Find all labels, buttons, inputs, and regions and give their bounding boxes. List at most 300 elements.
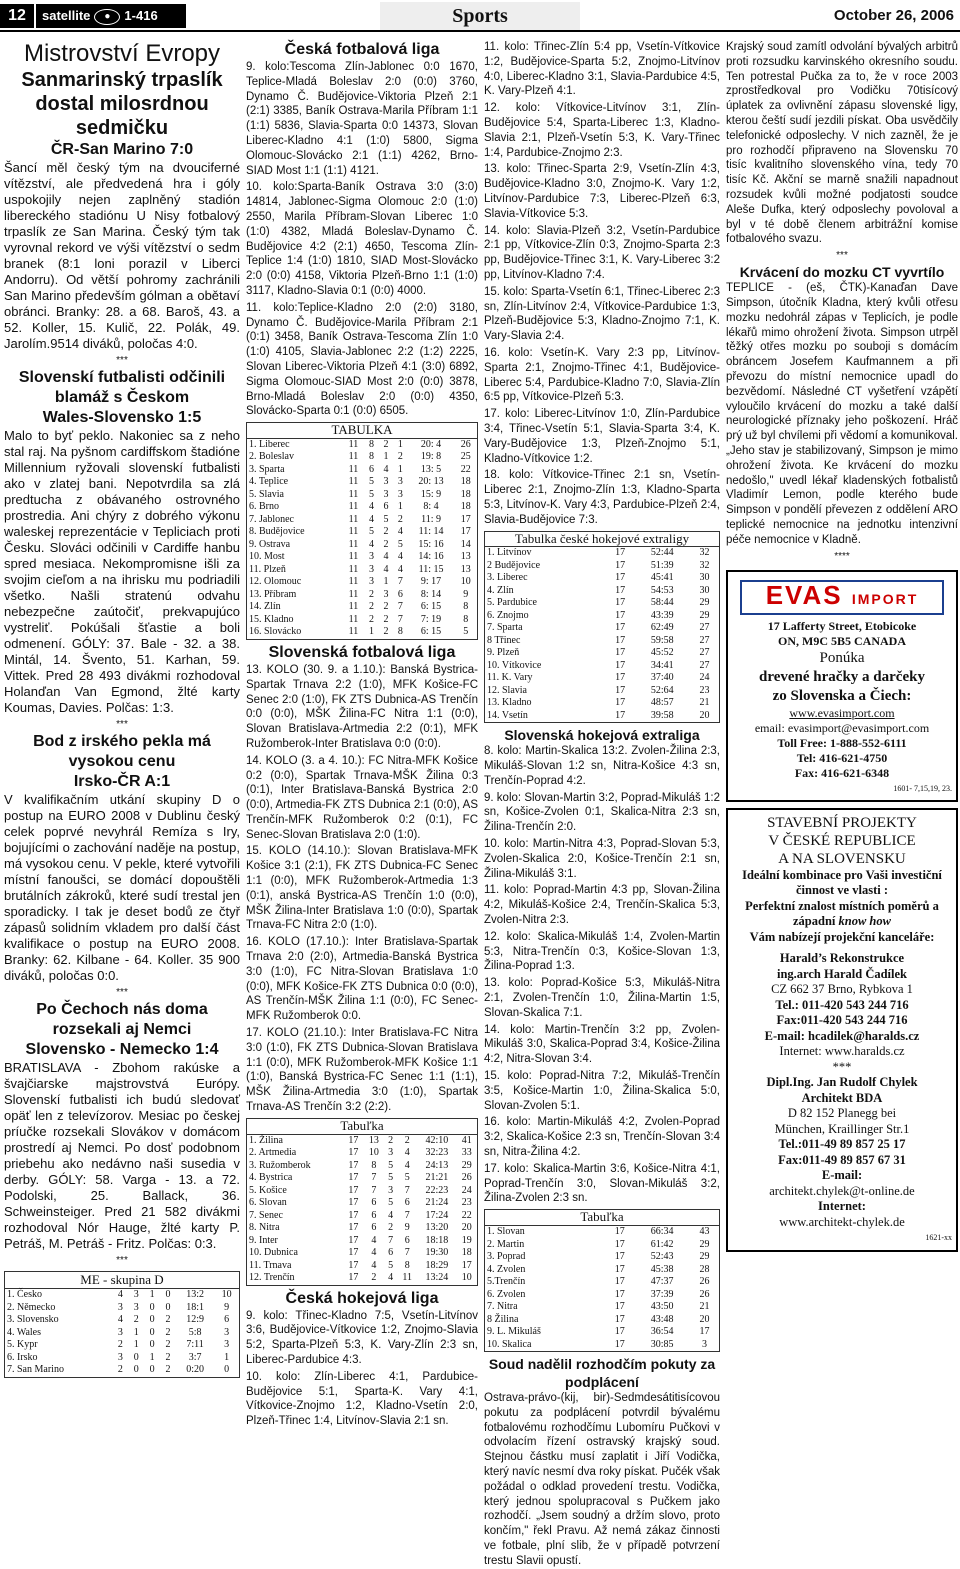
article-headline: Po Čechoch nás doma rozsekali aj Nemci [36, 1001, 208, 1038]
team-name: 13. Kladno [487, 697, 532, 709]
table-cell: 8 [369, 438, 375, 450]
table-cell: 10 [368, 1147, 379, 1159]
table-row [247, 1222, 477, 1235]
table-cell: 17 [615, 672, 626, 684]
standings-table-me [4, 1271, 240, 1378]
table-cell: 7 [397, 576, 403, 588]
table-cell: 17 [348, 1247, 359, 1259]
table-cell: 2 [371, 1272, 377, 1284]
results-text: 11. kolo: Poprad-Martin 4:3 pp, Slovan-Žilina 4:2, Mikuláš-Košice 2:4, Trenčín-Skalica 5:3, Zvolen-Nitra 2:3. [484, 884, 720, 927]
team-name: 14. Zlín [249, 601, 281, 613]
firm-web-label: Internet: [818, 1199, 866, 1213]
ad-address: 17 Lafferty Street, Etobicoke [767, 618, 917, 633]
table-cell: 51:39 [650, 559, 674, 571]
table-row [247, 601, 477, 614]
column-3 [484, 40, 720, 1567]
page-header [0, 0, 960, 32]
article-body: Šancí měl český tým na dvouciferné vítězství, ale předvedená hra i góly uspokojily nejen zaplněný stadión libereckého stadiónu U Nisy fotbalový trpaslík ze San Marina. Český tým tak vyrovnal rekord ve výši vítězství o sedm branek (8:1 loni porazil v Liberci Andorru). Od větší pohromy zachránili San Marino především gólman a obětaví obránci. Branky: 28. a 68. Baroš, 43. a 52. Koller, 15. Kulič, 22. Polák, 49. Jarolím.9514 diváků, poločas 4:0. [4, 160, 240, 351]
ad-offer-2: drevené hračky a darčeky [759, 668, 925, 685]
table-cell: 6 [397, 588, 403, 600]
table-row [485, 647, 719, 660]
table-cell: 5 [383, 513, 389, 525]
table-row [247, 1210, 477, 1223]
table-cell: 29 [699, 1238, 710, 1250]
results-text: 15. kolo: Poprad-Nitra 7:2, Mikuláš-Trenčín 3:5, Košice-Martin 1:0, Žilina-Skalica 5:0, Slovan-Zvolen 5:1. [484, 1070, 720, 1112]
table-cell: 11 [348, 463, 359, 475]
team-name: 6. Irsko [7, 1351, 38, 1363]
table-cell: 13:20 [425, 1222, 449, 1234]
table-row [485, 585, 719, 598]
table-cell: 7:11 [186, 1339, 204, 1350]
table-row [485, 1226, 719, 1239]
table-cell: 3 [701, 1338, 707, 1350]
results-text: 12. kolo: Skalica-Mikuláš 1:4, Zvolen-Martin 5:3, Nitra-Trenčín 0:3, Košice-Slovan 1:3, Žilina-Poprad 1:3. [484, 930, 720, 973]
table-cell: 11 [348, 626, 359, 638]
table-cell: 43:39 [650, 609, 674, 621]
table-cell: 13 [460, 551, 471, 563]
table-cell: 17 [699, 1326, 710, 1337]
page-number: 12 [0, 4, 34, 28]
table-cell: 54:53 [650, 584, 674, 596]
results-text: 12. kolo: Vítkovice-Litvínov 3:1, Zlín-Budějovice 5:4, Sparta-Liberec 1:3, Kladno-Slavia 2:1, Plzeň-Vsetín 5:3, K. Vary-Třinec 1:4, Pardubice-Znojmo 2:3. [484, 102, 720, 159]
table-cell: 21:24 [425, 1197, 449, 1209]
evas-logo [740, 580, 944, 615]
table-cell: 28 [699, 1263, 710, 1275]
table-cell: 3 [224, 1339, 230, 1350]
section-headline: Česká hokejová liga [285, 1289, 439, 1307]
table-cell: 17 [615, 647, 626, 659]
table-cell: 1 [149, 1289, 155, 1300]
table-cell: 4 [117, 1289, 123, 1300]
table-cell: 29 [699, 609, 710, 621]
table-row [485, 1276, 719, 1289]
ad-address-2: ON, M9C 5B5 CANADA [778, 633, 906, 648]
table-cell: 17 [615, 709, 626, 721]
column-2 [246, 40, 478, 1428]
table-cell: 24 [461, 1184, 472, 1196]
results-text: 9. kolo:Tescoma Zlín-Jablonec 0:0 1670, Teplice-Mladá Boleslav 2:0 (0:0) 3760, Dynamo Č. Budějovice-Viktoria Plzeň 2:1 (2:1) 3385, Baník Ostrava-Marila Příbram 1:1 (1:1) 5836, Slavia-Sparta 0:0 14373, Slovan Liberec-Kladno 4:1 (1:0) 5800, Sigma Olomouc-Slovácko 2:1 (1:1) 4262, Brno-SIAD Most 1:1 (1:1) 4121. [246, 61, 478, 177]
table-cell: 1 [397, 438, 403, 450]
table-cell: 9: 17 [420, 576, 442, 588]
table-cell: 24 [699, 672, 710, 684]
table-cell: 1 [149, 1351, 155, 1363]
table-cell: 2 [165, 1339, 171, 1350]
results-text: 14. kolo: Martin-Trenčín 3:2 pp, Zvolen-Mikuláš 3:0, Skalica-Poprad 3:4, Košice-Žilina 4:2, Nitra-Slovan 3:4. [484, 1023, 720, 1066]
separator: *** [116, 987, 128, 998]
table-cell: 8 [397, 626, 403, 638]
separator: *** [832, 1059, 852, 1074]
table-cell: 27 [699, 634, 710, 646]
results-text: 15. KOLO (14.10.): Slovan Bratislava-MFK Košice 3:1 (2:1), FK ZTS Dubnica-FC Senec 1:1 (0:0), MFK Ružomberok-Artmedia 1:3 (0:1), anská Bystrica-AS Trenčín 1:0 (0:0), MŠK Žilina-Inter Bratislava 1:0 (0:0), Spartak Trnava-FC Nitra 2:0 (1:0). [246, 845, 478, 932]
team-name: 8. Budějovice [249, 526, 305, 538]
table-cell: 2 [388, 1222, 394, 1234]
table-cell: 20: 4 [420, 438, 442, 450]
table-cell: 26 [699, 1288, 710, 1300]
table-cell: 4 [383, 551, 389, 563]
table-cell: 1 [369, 626, 375, 638]
table-cell: 17 [615, 622, 626, 634]
table-cell: 13:24 [425, 1272, 449, 1284]
table-cell: 12:9 [186, 1314, 204, 1325]
team-name: 9. Inter [249, 1234, 278, 1246]
team-name: 10. Most [249, 551, 285, 563]
team-name: 12. Trenčín [249, 1272, 295, 1284]
firm-person-1: ing.arch Harald Čadílek [777, 966, 907, 981]
table-cell: 26 [699, 1276, 710, 1287]
table-cell: 17 [615, 697, 626, 709]
satellite-label [36, 4, 186, 28]
table-cell: 17 [348, 1159, 359, 1171]
table-cell: 17 [615, 659, 626, 671]
table-cell: 43 [699, 1226, 710, 1237]
table-row [485, 1301, 719, 1314]
table-cell: 0 [165, 1301, 171, 1313]
table-cell: 17 [348, 1234, 359, 1246]
table-cell: 4 [371, 1247, 377, 1259]
team-name: 1. Slovan [487, 1226, 525, 1237]
table-cell: 0 [149, 1326, 155, 1338]
firm-fax-2: Fax:011-49 89 857 67 31 [778, 1152, 906, 1167]
table-cell: 17 [615, 634, 626, 646]
table-cell: 1 [133, 1326, 139, 1338]
standings-table-cz-football [246, 422, 478, 640]
table-cell: 17 [615, 609, 626, 621]
table-cell: 3 [117, 1326, 123, 1338]
table-cell: 1 [383, 451, 389, 463]
issue-number: 1-416 [124, 8, 158, 23]
table-cell: 9 [224, 1301, 230, 1313]
table-cell: 7 [371, 1172, 377, 1184]
table-cell: 18 [460, 476, 471, 488]
table-cell: 2 [117, 1339, 123, 1350]
table-cell: 11 [348, 551, 359, 563]
team-name: 3. Sparta [249, 463, 285, 475]
table-cell: 43:48 [650, 1313, 674, 1325]
team-name: 6. Znojmo [487, 609, 529, 621]
table-cell: 17 [348, 1184, 359, 1196]
table-cell: 14: 16 [418, 551, 444, 563]
ad-code: 1601- 7,15,19, 23. [893, 783, 952, 793]
team-name: 11. Plzeň [249, 563, 286, 575]
team-name: 7. Jablonec [249, 513, 294, 525]
table-cell: 17 [348, 1272, 359, 1284]
table-cell: 0 [133, 1351, 139, 1363]
table-cell: 14 [460, 538, 471, 550]
table-row [247, 1272, 477, 1285]
table-cell: 20: 13 [418, 476, 444, 488]
table-cell: 32 [699, 559, 710, 571]
table-cell: 5 [388, 1259, 394, 1271]
evas-import-ad [726, 570, 958, 802]
results-text: 13. kolo: Třinec-Sparta 2:9, Vsetín-Zlín 4:3, Budějovice-Kladno 3:0, Znojmo-K. Vary 1:2, Litvínov-Pardubice 7:3, Liberec-Plzeň 6:3, Slavia-Vítkovice 5:3. [484, 163, 720, 220]
team-name: 12. Slavia [487, 684, 527, 696]
article-headline: Soud nadělil rozhodčím pokuty za podplácení [488, 1356, 716, 1390]
table-cell: 15: 16 [418, 538, 444, 550]
table-cell: 0 [149, 1314, 155, 1325]
firm-fax-1: Fax:011-420 543 244 716 [776, 1013, 908, 1027]
table-cell: 4 [371, 1259, 377, 1271]
table-row [247, 439, 477, 452]
firm-address-2: D 82 152 Planegg bei [787, 1106, 897, 1120]
firm-email-1[interactable]: E-mail: hcadilek@haralds.cz [764, 1028, 920, 1043]
table-cell: 7 [388, 1234, 394, 1246]
table-cell: 61:42 [650, 1238, 674, 1250]
table-row [247, 451, 477, 464]
table-cell: 3 [369, 551, 375, 563]
table-cell: 11 [348, 588, 359, 600]
table-cell: 37:40 [650, 672, 674, 684]
ad-tel: Tel: 416-621-4750 [796, 750, 888, 765]
table-cell: 11 [348, 488, 359, 500]
results-text: 9. kolo: Slovan-Martin 3:2, Poprad-Mikuláš 1:2 sn, Košice-Zvolen 0:1, Skalica-Nitra 2:3 sn, Žilina-Trenčín 2:0. [484, 791, 720, 834]
table-cell: 5:8 [188, 1326, 202, 1338]
table-row [247, 539, 477, 552]
article-headline: Sanmarinský trpaslík dostal milosrdnou sedmičku [21, 69, 223, 139]
table-cell: 11: 9 [421, 513, 441, 525]
table-cell: 10 [461, 1272, 472, 1284]
table-cell: 4 [388, 1272, 394, 1284]
table-cell: 4 [369, 538, 375, 550]
firm-name-2: Dipl.Ing. Jan Rudolf Chylek [766, 1075, 918, 1089]
results-text: 16. kolo: Martin-Mikuláš 4:2, Zvolen-Poprad 3:2, Skalica-Košice 2:3 sn, Trenčín-Slovan 3:4 sn, Nitra-Žilina 4:2. [484, 1116, 720, 1159]
table-row [485, 560, 719, 573]
table-row [485, 1314, 719, 1327]
table-cell: 4 [369, 513, 375, 525]
table-cell: 2 [397, 451, 403, 463]
table-cell: 2 [383, 526, 389, 538]
table-cell: 20 [461, 1222, 472, 1234]
table-cell: 17 [348, 1197, 359, 1209]
table-row [247, 1172, 477, 1185]
ad-fax: Fax: 416-621-6348 [794, 765, 890, 780]
table-row [485, 635, 719, 648]
firm-tel-2: Tel.:011-49 89 857 25 17 [778, 1137, 906, 1151]
table-cell: 45:41 [650, 572, 674, 584]
table-cell: 2 [369, 588, 375, 600]
table-cell: 18:1 [186, 1301, 204, 1313]
table-cell: 32:23 [425, 1147, 449, 1159]
table-cell: 41 [461, 1134, 472, 1146]
team-name: 7. Sparta [487, 622, 523, 634]
firm-web-2[interactable]: www.architekt-chylek.de [779, 1214, 905, 1229]
table-cell: 17 [348, 1134, 359, 1146]
results-text: 14. kolo: Slavia-Plzeň 3:2, Vsetín-Pardubice 2:1 pp, Vítkovice-Zlín 0:3, Znojmo-Sparta 2:3 pp, Budějovice-Třinec 3:1, K. Vary-Liberec 3:2 pp, Litvínov-Kladno 7:4. [484, 224, 720, 281]
table-cell: 2 [165, 1351, 171, 1363]
table-cell: 5 [388, 1159, 394, 1171]
table-cell: 20 [699, 1313, 710, 1325]
team-name: 9. L. Mikuláš [487, 1326, 541, 1337]
team-name: 8 Žilina [487, 1313, 519, 1325]
table-cell: 2 [383, 438, 389, 450]
team-name: 2. Artmedia [249, 1147, 297, 1159]
table-cell: 17 [614, 1326, 625, 1337]
table-row [485, 572, 719, 585]
table-cell: 6 [388, 1247, 394, 1259]
table-row [247, 576, 477, 589]
table-row [247, 626, 477, 639]
table-cell: 23 [699, 684, 710, 696]
results-text: 11. kolo:Teplice-Kladno 2:0 (2:0) 3180, Dynamo Č. Budějovice-Marila Příbram 2:1 (0:1) 3458, Baník Ostrava-Tescoma Zlín 1:0 (1:0) 4105, Slavia-Jablonec 2:2 (1:2) 2225, Slovan Liberec-Viktoria Plzeň 4:1 (3:0) 6892, Sigma Olomouc-SIAD Most 2:0 (0:0) 3878, Brno-Mladá Boleslav 2:0 (0:0) 4350, Slovácko-Sparta 0:1 (0:0) 6505. [246, 301, 478, 418]
issue-date: October 26, 2006 [833, 7, 954, 24]
table-row [247, 1185, 477, 1198]
table-row [5, 1302, 239, 1315]
table-row [5, 1364, 239, 1377]
table-cell: 11 [348, 501, 359, 513]
team-name: 6. Slovan [249, 1197, 287, 1209]
team-name: 3. Poprad [487, 1251, 526, 1262]
table-cell: 3 [383, 588, 389, 600]
firm-email-2[interactable]: architekt.chylek@t-online.de [769, 1183, 915, 1198]
table-cell: 3 [133, 1301, 139, 1313]
table-cell: 22 [461, 1209, 472, 1221]
table-cell: 17 [614, 1313, 625, 1325]
table-cell: 8: 14 [420, 588, 442, 600]
table-cell: 4 [397, 563, 403, 575]
team-name: 5.Trenčín [487, 1276, 526, 1287]
team-name: 12. Olomouc [249, 576, 302, 588]
table-cell: 6: 15 [420, 601, 442, 613]
firm-web-1[interactable]: Internet: www.haralds.cz [779, 1044, 905, 1058]
results-text: 13. kolo: Poprad-Košice 5:3, Mikuláš-Nitra 2:1, Zvolen-Trenčín 1:0, Žilina-Martin 1:5, Slovan-Skalica 7:1. [484, 977, 720, 1019]
table-cell: 2 [383, 538, 389, 550]
team-name: 3. Slovensko [7, 1314, 59, 1325]
table-cell: 29 [699, 597, 710, 609]
section-headline: Slovenská hokejová extraliga [504, 727, 700, 744]
team-name: 9. Plzeň [487, 647, 520, 659]
table-cell: 17 [615, 584, 626, 596]
team-name: 1. Žilina [249, 1134, 283, 1146]
ad-website-link[interactable]: www.evasimport.com [789, 705, 895, 720]
table-row [485, 1289, 719, 1302]
article-body: TEPLICE - (eš, ČTK)-Kanaďan Dave Simpson, útočník Kladna, který kvůli otřesu mozku nedohrál zápas v Teplicích, je podle lékařů mimo ohrožení života. Simpson utrpěl těžký otřes mozku po souboji s domácím obráncem Josefem Kaufmannem a při převozu do místní nemocnice upadl do bezvědomí. Následné CT vyšetření vzápětí vyloučilo krvácení do mozku a také další neurologické příznaky jeho poškození. Hráč prý už byl chvílemi při vědomí a komunikoval. „Jeho stav je stabilizovaný, Simpson je mimo ohrožení života. Ke krvácení do mozku nedošlo," uvedl lékař kladenských fotbalistů Vladimír Lemon, podle kterého bude Simpson v pondělí převezen z oddělení ARO teplické nemocnice na jednotku intenzivní péče nemocnice v Kladně. [726, 282, 958, 546]
table-cell: 58:44 [650, 597, 674, 609]
table-cell: 17 [614, 1276, 625, 1287]
table-cell: 11 [348, 563, 359, 575]
table-cell: 11 [348, 613, 359, 625]
table-cell: 24:13 [425, 1159, 449, 1171]
article-body: Malo to byť peklo. Nakoniec sa z neho stal raj. Na pyšnom cardiffskom štadióne Millennium ryžovali slovenskí futbalisti ako v zlatej bani. Nepotvrdila sa zlá predtucha z obávaného ostrovného prostredia. Ani chýry z dobrého výkonu waleskej reprezentácie v Tepliciach proti Česku. Slováci odčinili v Cardiffe hanbu spred mesiaca. Nekompromisne išli za svojim cieľom a na ihrisku mu podriadili všetko. Našli stratenú odvahu nebezpečne zaútočiť, prekvapujúco vystreliť. Pokúšali šťastie a boli odmenení. GÓLY: 37. Bale - 32. a 38. Mintál, 14. Švento, 51. Karhan, 59. Vittek. Pred 28 493 divákmi rozhodoval Holanďan Van Egmond, žlté karty Koumas, Davies. Polčas: 1:3. [4, 428, 240, 715]
team-name: 11. K. Vary [487, 672, 533, 684]
table-row [247, 514, 477, 527]
column-4 [726, 40, 958, 1376]
table-cell: 17 [460, 526, 471, 538]
team-name: 15. Kladno [249, 613, 294, 625]
table-row [485, 610, 719, 623]
team-name: 16. Slovácko [249, 626, 302, 638]
table-cell: 18:29 [425, 1259, 449, 1271]
table-cell: 5 [463, 626, 469, 638]
table-title: Tabuľka [485, 1210, 719, 1226]
table-cell: 11 [348, 538, 359, 550]
team-name: 10. Skalica [487, 1338, 532, 1350]
table-cell: 11 [402, 1272, 413, 1284]
separator: *** [836, 250, 848, 262]
table-cell: 17 [348, 1172, 359, 1184]
table-row [247, 1147, 477, 1160]
table-cell: 1 [383, 576, 389, 588]
table-cell: 8 [371, 1159, 377, 1171]
table-cell: 4 [371, 1234, 377, 1246]
table-cell: 6 [404, 1197, 410, 1209]
table-cell: 52:64 [650, 684, 674, 696]
ad-text-2: Perfektní znalost místních poměrů a západní [745, 898, 939, 928]
table-cell: 3 [388, 1147, 394, 1159]
team-name: 4. Bystrica [249, 1172, 293, 1184]
table-cell: 5 [397, 538, 403, 550]
table-cell: 52:43 [650, 1251, 674, 1262]
table-cell: 17 [615, 572, 626, 584]
table-row [485, 710, 719, 723]
table-cell: 3:7 [188, 1351, 202, 1363]
table-cell: 13 [460, 563, 471, 575]
team-name: 1. Česko [7, 1289, 42, 1300]
table-cell: 5 [369, 526, 375, 538]
table-cell: 19 [461, 1234, 472, 1246]
table-cell: 17 [348, 1147, 359, 1159]
results-text: 9. kolo: Třinec-Kladno 7:5, Vsetín-Litvínov 3:6, Budějovice-Vítkovice 1:2, Znojmo-Slavia 5:2, Sparta-Plzeň 5:3, K. Vary-Zlín 2:3 sn, Liberec-Pardubice 4:3. [246, 1309, 478, 1367]
table-cell: 2 [165, 1364, 171, 1375]
table-row [5, 1314, 239, 1327]
table-row [485, 622, 719, 635]
table-row [247, 589, 477, 602]
table-cell: 8 [369, 451, 375, 463]
results-text: 10. kolo: Martin-Nitra 4:3, Poprad-Slovan 5:3, Zvolen-Skalica 2:0, Košice-Trenčín 2:1 sn, Žilina-Mikuláš 3:1. [484, 838, 720, 880]
table-cell: 1 [133, 1339, 139, 1350]
table-cell: 17 [348, 1222, 359, 1234]
table-row [5, 1289, 239, 1302]
ad-email[interactable]: email: evasimport@evasimport.com [754, 720, 930, 735]
section-headline: Česká fotbalová liga [284, 41, 440, 58]
table-cell: 23 [461, 1197, 472, 1209]
team-name: 11. Trnava [249, 1259, 292, 1271]
table-cell: 17 [614, 1301, 625, 1312]
table-cell: 45:38 [650, 1263, 674, 1275]
article-body: BRATISLAVA - Zbohom rakúske a švajčiarske majstrovstvá Európy. Slovenskí futbalisti ich budú sledovať opäť len z televízorov. Mesiac po českej príučke rozsekali Slovákov v domácom prostredí aj Nemci. Po dosť podobnom priebehu ako nedávno naši susedia v derby. GÓLY: 58. Varga - 13. a 72. Podolski, 25. Ballack, 36. Schweinsteiger. Pred 21 582 divákmi rozhodoval Nór Hauge, žlté karty P. Petráš, M. Petráš - Fritz. Polčas: 0:3. [4, 1060, 240, 1251]
table-cell: 18 [461, 1247, 472, 1259]
table-cell: 27 [699, 647, 710, 659]
table-cell: 0:20 [186, 1364, 204, 1375]
separator: *** [116, 719, 128, 730]
results-text: 8. kolo: Martin-Skalica 13:2. Zvolen-Žilina 2:3, Mikuláš-Slovan 1:2 sn, Nitra-Košice 4:3 sn, Trenčín-Poprad 4:2. [484, 745, 720, 787]
team-name: 7. San Marino [7, 1364, 64, 1375]
table-cell: 2 [133, 1314, 139, 1325]
table-cell: 36:54 [650, 1326, 674, 1337]
table-title: TABULKA [247, 423, 477, 439]
table-cell: 21 [699, 697, 710, 709]
satellite-name: satellite [42, 8, 91, 23]
table-cell: 3 [224, 1326, 230, 1338]
table-cell: 6 [404, 1234, 410, 1246]
article-headline: Slovenskí futbalisti odčinili blamáž s Českom [18, 369, 226, 406]
ad-title-2: V ČESKÉ REPUBLICE [768, 832, 916, 849]
results-text: 17. KOLO (21.10.): Inter Bratislava-FC Nitra 3:0 (1:0), FK ZTS Dubnica-Slovan Bratislava 1:1 (0:0), MFK Ružomberok-MFK Košice 1:1 (1:0), Banská Bystrica-FC Senec 1:1 (1:1), MŠK Žilina-Artmedia 3:0 (1:0), Spartak Trnava-AS Trenčín 3:2 (2:2). [246, 1027, 478, 1114]
table-cell: 30:85 [650, 1338, 674, 1350]
firm-title-2: Architekt BDA [801, 1090, 883, 1105]
table-cell: 8 [463, 613, 469, 625]
table-row [247, 526, 477, 539]
table-cell: 43:50 [650, 1301, 674, 1312]
table-row [247, 501, 477, 514]
team-name: 5. Slavia [249, 488, 284, 500]
table-cell: 19:30 [425, 1247, 449, 1259]
table-cell: 2 [397, 513, 403, 525]
article-subhead: Wales-Slovensko 1:5 [42, 409, 202, 426]
table-cell: 2 [388, 1134, 394, 1146]
table-cell: 3 [117, 1351, 123, 1363]
section-headline: Slovenská fotbalová liga [268, 643, 456, 661]
table-cell: 17 [460, 513, 471, 525]
table-cell: 10 [221, 1289, 232, 1300]
